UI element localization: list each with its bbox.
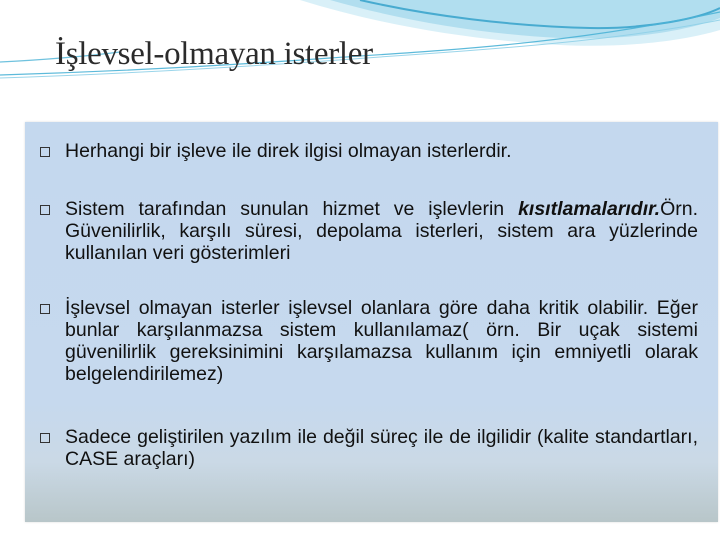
bullet-text-part: Sistem tarafından sunulan hizmet ve işlevlerin bbox=[65, 198, 519, 220]
bullet-emphasis: kısıtlamalarıdır. bbox=[518, 198, 661, 220]
content-panel bbox=[25, 122, 718, 522]
bullet-text-part: Örn. Güvenilirlik, karşılı süresi, depolama isterleri, sistem ara yüzlerinde kullanılan veri gösterimleri bbox=[65, 198, 698, 264]
bullet-square-icon bbox=[40, 205, 50, 215]
bullet-list bbox=[25, 122, 718, 522]
bullet-square-icon bbox=[40, 147, 50, 157]
bullet-text: İşlevsel olmayan isterler işlevsel olanlara göre daha kritik olabilir. Eğer bunlar karşılanmazsa sistem kullanılamaz( örn. Bir uçak sistemi güvenilirlik gereksinimini karşılamazsa kullanım için emniyetli olarak belgelendirilemez) bbox=[65, 297, 698, 385]
bullet-square-icon bbox=[40, 304, 50, 314]
bullet-text bbox=[65, 198, 698, 264]
bullet-text: Herhangi bir işleve ile direk ilgisi olmayan isterlerdir. bbox=[65, 140, 512, 162]
bullet-text: Sadece geliştirilen yazılım ile değil süreç ile de ilgilidir (kalite standartları, CASE araçları) bbox=[65, 426, 698, 470]
bullet-square-icon bbox=[40, 433, 50, 443]
slide-title: İşlevsel-olmayan isterler bbox=[55, 36, 373, 72]
